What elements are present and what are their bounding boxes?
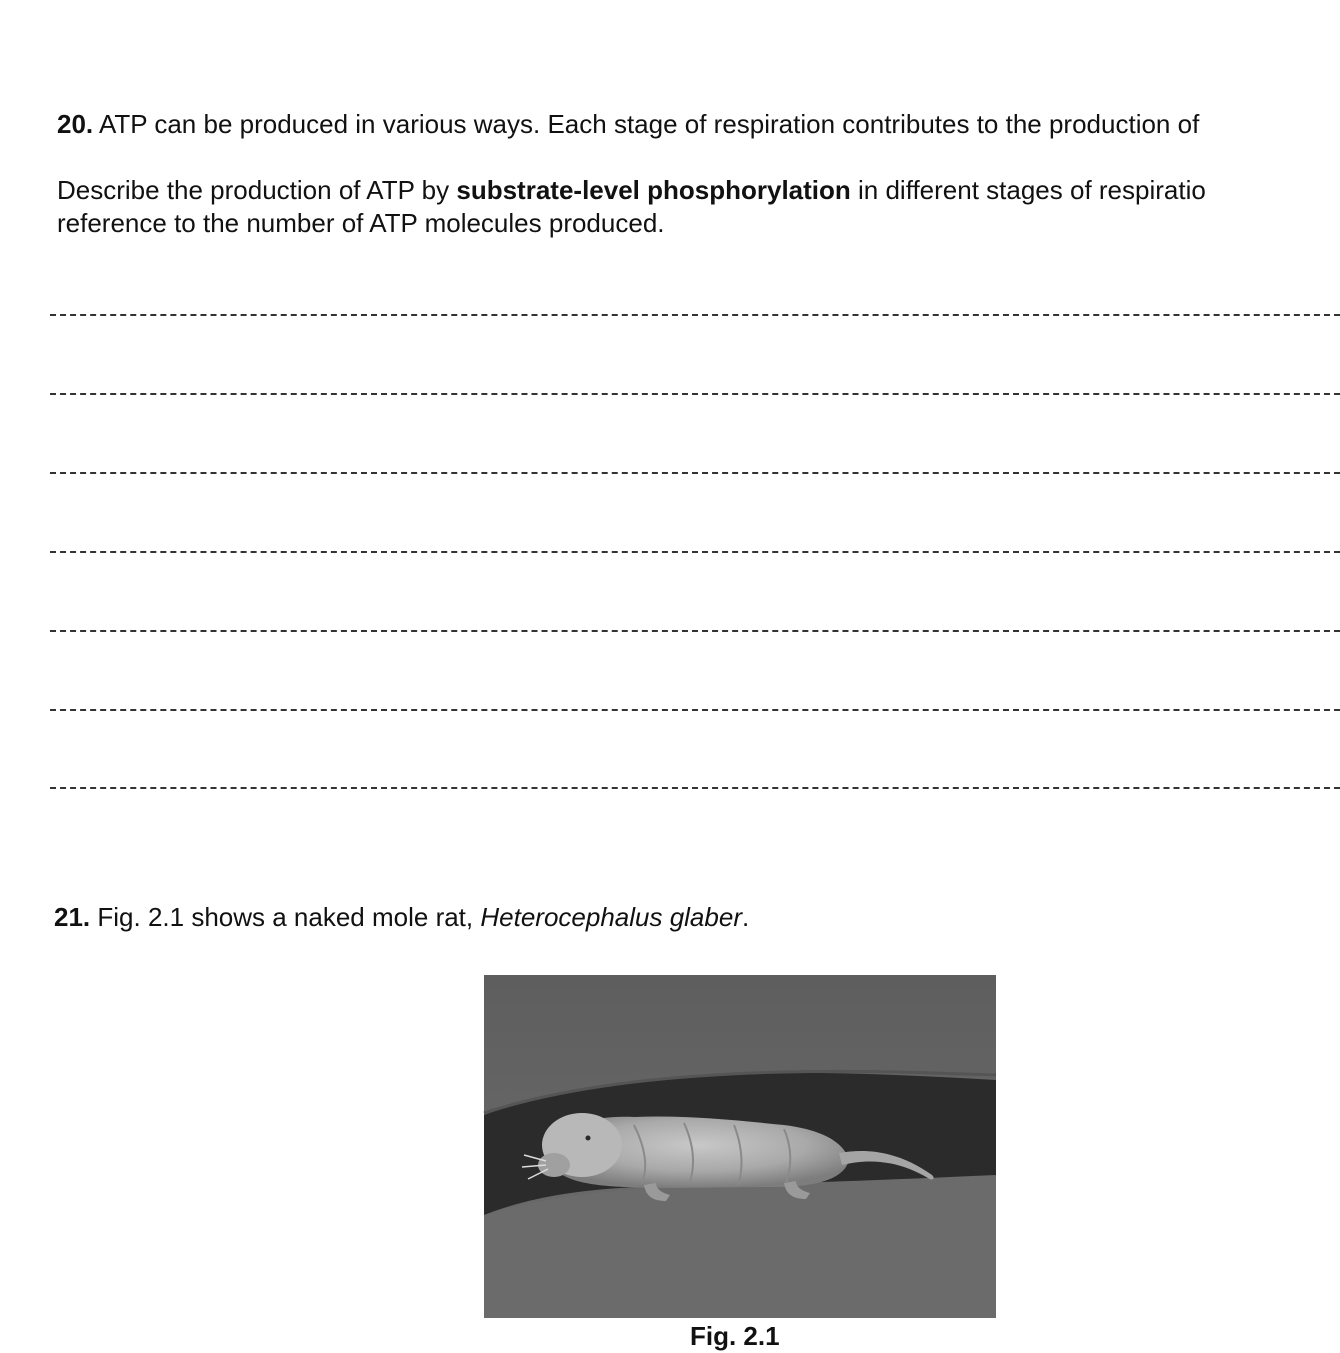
question-21-number: 21. xyxy=(54,902,91,932)
answer-line-7[interactable] xyxy=(50,787,1340,789)
answer-line-4[interactable] xyxy=(50,551,1340,553)
answer-line-1[interactable] xyxy=(50,314,1340,316)
question-20-number: 20. xyxy=(57,109,94,139)
instruction-text-part2: in different stages of respiratio xyxy=(850,175,1206,205)
mole-rat-photo xyxy=(484,975,996,1318)
question-20-instruction-line-1 xyxy=(57,174,1206,207)
question-20-stem xyxy=(57,108,1199,141)
species-name: Heterocephalus glaber xyxy=(480,902,742,932)
answer-line-3[interactable] xyxy=(50,472,1340,474)
answer-line-2[interactable] xyxy=(50,393,1340,395)
mole-rat-illustration xyxy=(484,975,996,1318)
instruction-text-part1: Describe the production of ATP by xyxy=(57,175,457,205)
answer-line-6[interactable] xyxy=(50,709,1340,711)
question-21-text: Fig. 2.1 shows a naked mole rat, xyxy=(97,902,481,932)
question-21-stem xyxy=(54,901,749,934)
question-21-suffix: . xyxy=(741,902,750,932)
answer-line-5[interactable] xyxy=(50,630,1340,632)
instruction-bold-term: substrate-level phosphorylation xyxy=(456,175,851,205)
figure-caption: Fig. 2.1 xyxy=(690,1321,780,1351)
instruction-text-line2: reference to the number of ATP molecules produced. xyxy=(57,208,665,238)
question-20-text: ATP can be produced in various ways. Each stage of respiration contributes to the production of xyxy=(98,109,1200,139)
question-20-instruction-line-2 xyxy=(57,207,665,240)
